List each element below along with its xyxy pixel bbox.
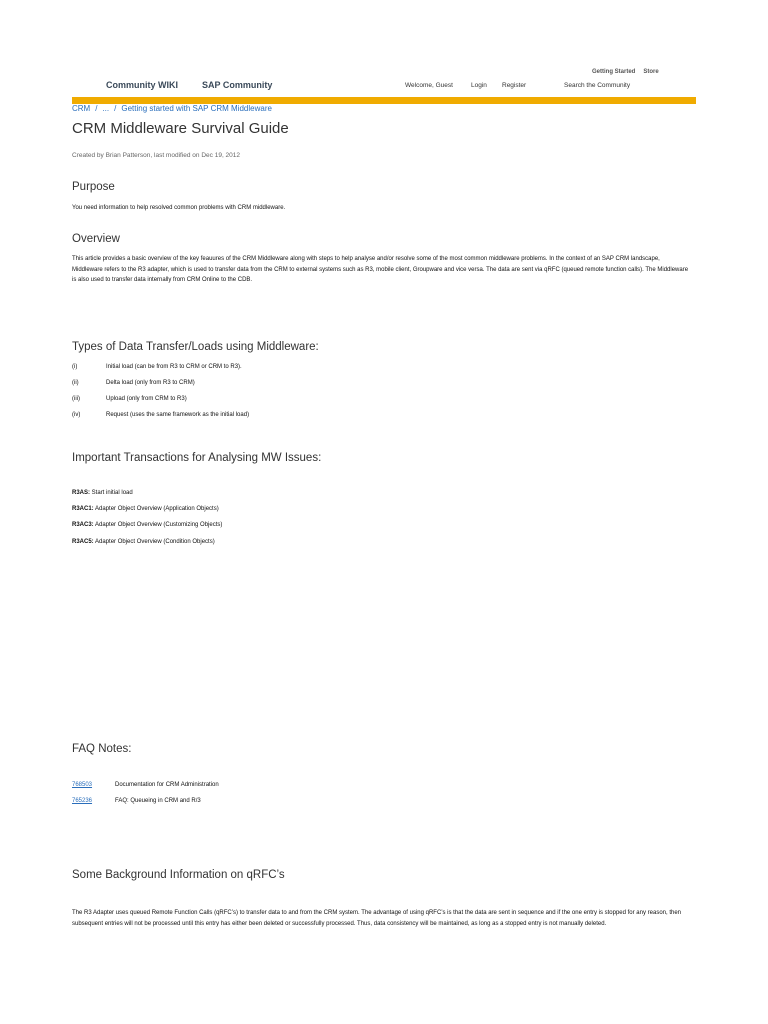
note-description: FAQ: Queueing in CRM and R/3 [115,798,201,804]
byline: Created by Brian Patterson, last modified on Dec 19, 2012 [72,152,241,159]
list-item [72,412,249,418]
transactions-heading: Important Transactions for Analysing MW Issues: [72,452,322,464]
transaction-description: Adapter Object Overview (Condition Objects) [93,539,215,545]
purpose-heading: Purpose [72,181,115,193]
list-item [72,396,187,402]
list-item-text: Initial load (can be from R3 to CRM or CRM to R3). [106,364,242,370]
list-item [72,539,215,545]
breadcrumb-crm[interactable]: CRM [72,104,91,113]
transaction-description: Start initial load [90,490,133,496]
list-item [72,364,242,370]
overview-text: This article provides a basic overview of the key feauures of the CRM Middleware along with steps to help analyse and/or resolve some of the most common middleware problems. In the context of an SAP CRM landscape, Middleware refers to the R3 adapter, which is used to transfer data from the CRM to external systems such as R3, mobile client, Groupware and vice versa. The data are sent via qRFC (queued remote function calls). The Middleware is also used to transfer data internally from CRM Online to the CDB. [72,256,689,283]
transaction-code: R3AC1: [72,506,94,512]
transaction-description: Adapter Object Overview (Customizing Objects) [93,522,223,528]
list-item-number: (iv) [72,412,81,418]
breadcrumb-separator: / [114,104,117,113]
community-wiki-link[interactable]: Community WIKI [106,80,178,90]
note-description: Documentation for CRM Administration [115,782,219,788]
breadcrumb [72,104,272,113]
background-text: The R3 Adapter uses queued Remote Function Calls (qRFC’s) to transfer data to and from the CRM system. The advantage of using qRFC’s is that the data are sent in sequence and if the one entry is stopped for any reason, then subsequent entries will not be processed until this entry has either been deleted or successfully processed. Thus, data consistency will be maintained, as long as a stopped entry is not manually deleted. [72,910,682,927]
transaction-code: R3AS: [72,490,91,496]
faq-heading: FAQ Notes: [72,743,132,755]
top-links [592,69,659,75]
list-item-number: (iii) [72,396,80,402]
getting-started-link[interactable]: Getting Started [592,69,636,75]
background-heading: Some Background Information on qRFC’s [72,869,285,881]
transaction-code: R3AC5: [72,539,94,545]
search-community-link[interactable]: Search the Community [564,82,631,89]
breadcrumb-current[interactable]: Getting started with SAP CRM Middleware [121,104,272,113]
register-link[interactable]: Register [502,82,527,89]
list-item-number: (ii) [72,380,79,386]
breadcrumb-separator: / [95,104,98,113]
list-item-text: Upload (only from CRM to R3) [106,396,187,402]
purpose-text: You need information to help resolved common problems with CRM middleware. [72,205,286,211]
sap-community-link[interactable]: SAP Community [202,80,273,90]
transaction-code: R3AC3: [72,522,94,528]
list-item [72,782,219,788]
list-item-text: Delta load (only from R3 to CRM) [106,380,195,386]
header-accent-bar [72,97,696,104]
overview-heading: Overview [72,233,120,245]
transaction-description: Adapter Object Overview (Application Objects) [93,506,219,512]
note-link[interactable]: 768503 [72,782,93,788]
list-item [72,798,201,804]
types-heading: Types of Data Transfer/Loads using Middleware: [72,341,319,353]
user-links [405,82,630,89]
login-link[interactable]: Login [471,82,487,89]
welcome-text: Welcome, Guest [405,82,453,89]
list-item-text: Request (uses the same framework as the initial load) [106,412,250,418]
list-item [72,380,195,386]
page-title: CRM Middleware Survival Guide [72,120,289,137]
breadcrumb-ellipsis[interactable]: ... [102,104,110,113]
brand-nav [106,80,272,90]
store-link[interactable]: Store [643,69,659,75]
list-item [72,490,133,496]
list-item [72,506,219,512]
list-item [72,522,222,528]
list-item-number: (i) [72,364,78,370]
note-link[interactable]: 765236 [72,798,93,804]
